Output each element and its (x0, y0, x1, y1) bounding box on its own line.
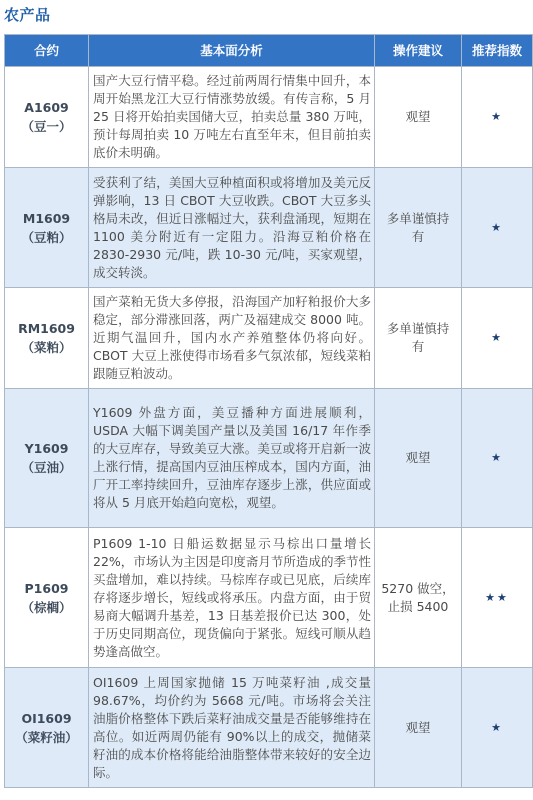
contract-code: RM1609 (18, 321, 75, 336)
contract-cell (5, 67, 89, 168)
analysis-cell: 国产大豆行情平稳。经过前两周行情集中回升，本周开始黑龙江大豆行情涨势放缓。有传言称，5 月 25 日将开始拍卖国储大豆，拍卖总量 380 万吨，预计每周拍卖 10 万吨左右直至年末，但目前拍卖底价未明确。 (89, 67, 375, 168)
table-row (5, 168, 533, 288)
contract-code: P1609 (24, 580, 69, 596)
advice-cell: 多单谨慎持有 (375, 288, 462, 389)
analysis-cell: Y1609 外盘方面，美豆播种方面进展顺利，USDA 大幅下调美国产量以及美国 16/17 年作季的大豆库存，导致美豆大涨。美豆或将开启新一波上涨行情，提高国内豆油压榨成本，国内方面，油厂开工率持续回升，豆油库存逐步上涨，供应面或将从 5 月底开始趋向宽松，观望。 (89, 389, 375, 528)
analysis-cell: OI1609 上周国家抛储 15 万吨菜籽油 ,成交量 98.67%，均价约为 5668 元/吨。市场将会关注油脂价格整体下跌后菜籽油成交量是否能够维持在高位。如近两周仍能有 90%以上的成交，抛储菜籽油的成本价格将能给油脂整体带来较好的安全边际。 (89, 668, 375, 788)
contract-code: A1609 (24, 100, 69, 115)
header-contract: 合约 (5, 35, 89, 67)
table-row (5, 668, 533, 788)
contract-name: （菜籽油） (15, 729, 78, 745)
contract-code: Y1609 (24, 441, 69, 456)
contract-cell (5, 389, 89, 528)
analysis-cell: P1609 1-10 日船运数据显示马棕出口量增长 22%，市场认为主因是印度斋月节所造成的季节性买盘增加，难以持续。马棕库存或已见底，后续库存将逐步增长，短线或将承压。内盘方面，由于贸易商大幅调升基差，13 日基差报价已达 300，处于历史同期高位，现货偏向于紧张。短线可顺从趋势逢高做空。 (89, 528, 375, 668)
contract-cell (5, 668, 89, 788)
contract-name: （豆油） (21, 460, 72, 475)
contract-cell (5, 528, 89, 668)
contract-name: （豆一） (21, 119, 72, 134)
contract-cell (5, 168, 89, 288)
header-analysis: 基本面分析 (89, 35, 375, 67)
advice-cell: 观望 (375, 389, 462, 528)
section-title: 农产品 (4, 6, 51, 24)
rating-stars: ★ (462, 668, 533, 788)
table-row (5, 389, 533, 528)
contract-code: M1609 (22, 210, 71, 226)
rating-stars: ★ (462, 389, 533, 528)
contract-cell (5, 288, 89, 389)
header-advice: 操作建议 (375, 35, 462, 67)
advice-cell: 5270 做空，止损 5400 (375, 528, 462, 668)
header-rating: 推荐指数 (462, 35, 533, 67)
advice-cell: 观望 (375, 67, 462, 168)
contract-name: （菜粕） (21, 340, 72, 355)
analysis-cell: 国产菜粕无货大多停报，沿海国产加籽粕报价大多稳定，部分滞涨回落，两广及福建成交 8000 吨。近期气温回升，国内水产养殖整体仍将向好。CBOT 大豆上涨使得市场看多气氛浓郁，短线菜粕跟随豆粕波动。 (89, 288, 375, 389)
table-header-row (5, 35, 533, 67)
contract-name: （棕榈） (21, 599, 72, 615)
advice-cell: 观望 (375, 668, 462, 788)
contract-code: OI1609 (21, 710, 72, 726)
rating-stars: ★ (462, 168, 533, 288)
advice-cell: 多单谨慎持有 (375, 168, 462, 288)
rating-stars: ★★ (462, 528, 533, 668)
contract-name: （豆粕） (21, 229, 72, 245)
recommendation-table (4, 34, 533, 788)
table-row (5, 528, 533, 668)
table-row (5, 288, 533, 389)
analysis-cell: 受获利了结，美国大豆种植面积或将增加及美元反弹影响，13 日 CBOT 大豆收跌。CBOT 大豆多头格局未改，但近日涨幅过大，获利盘涌现，短期在 1100 美分附近有一定阻力。沿海豆粕价格在 2830-2930 元/吨，跌 10-30 元/吨，买家观望，成交转淡。 (89, 168, 375, 288)
table-row (5, 67, 533, 168)
rating-stars: ★ (462, 288, 533, 389)
rating-stars: ★ (462, 67, 533, 168)
